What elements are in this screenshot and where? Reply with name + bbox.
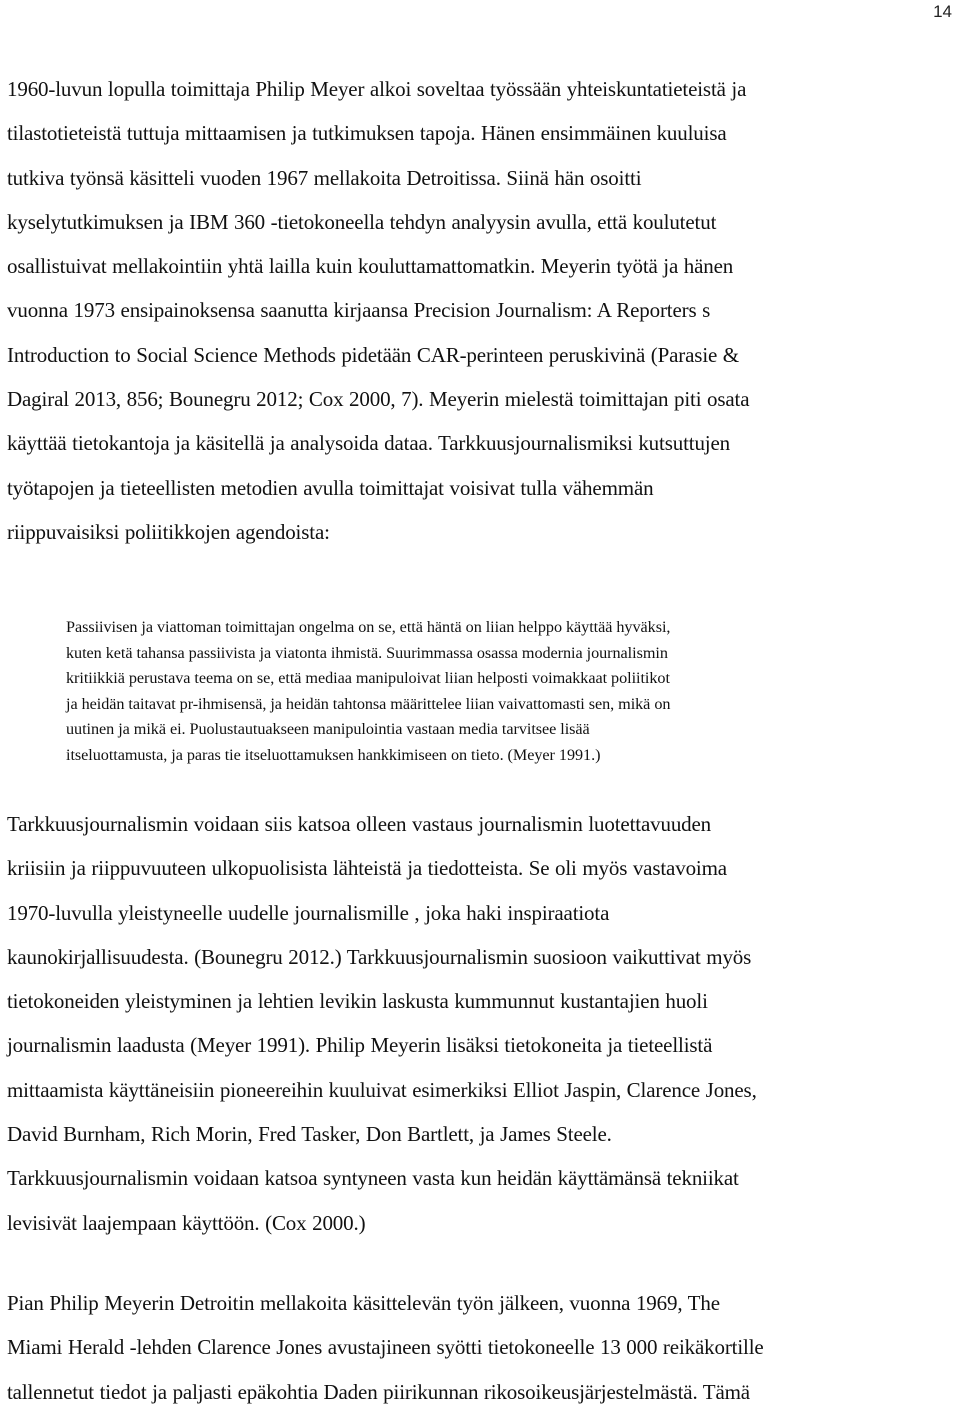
body-paragraph bbox=[7, 802, 953, 1245]
text-line: kyselytutkimuksen ja IBM 360 -tietokoneella tehdyn analyysin avulla, että koulutetut bbox=[7, 209, 717, 234]
quote-line: kritiikkiä perustava teema on se, että mediaa manipuloivat liian helposti voimakkaat poliitikot bbox=[66, 669, 670, 688]
text-line: tilastotieteistä tuttuja mittaamisen ja tutkimuksen tapoja. Hänen ensimmäinen kuuluisa bbox=[7, 121, 727, 146]
text-line: vuonna 1973 ensipainoksensa saanutta kirjaansa Precision Journalism: A Reporters s bbox=[7, 298, 711, 323]
body-paragraph bbox=[7, 1281, 953, 1414]
text-line: kriisiin ja riippuvuuteen ulkopuolisista lähteistä ja tiedotteista. Se oli myös vastavoima bbox=[7, 856, 727, 881]
quote-line: itseluottamusta, ja paras tie itseluottamuksen hankkimiseen on tieto. (Meyer 1991.) bbox=[66, 745, 601, 764]
text-line: Pian Philip Meyerin Detroitin mellakoita käsittelevän työn jälkeen, vuonna 1969, The bbox=[7, 1291, 720, 1315]
quote-line: Passiivisen ja viattoman toimittajan ongelma on se, että häntä on liian helppo käyttää hyväksi, bbox=[66, 618, 671, 636]
block-quote bbox=[66, 615, 896, 769]
text-line: Tarkkuusjournalismin voidaan katsoa syntyneen vasta kun heidän käyttämänsä tekniikat bbox=[7, 1166, 739, 1191]
text-line: Miami Herald -lehden Clarence Jones avustajineen syötti tietokoneelle 13 000 reikäkortille bbox=[7, 1335, 764, 1360]
quote-line: uutinen ja mikä ei. Puolustautuakseen manipulointia vastaan media tarvitsee lisää bbox=[66, 720, 590, 739]
text-line: levisivät laajempaan käyttöön. (Cox 2000.) bbox=[7, 1210, 366, 1235]
page-number: 14 bbox=[933, 2, 952, 21]
text-line: Tarkkuusjournalismin voidaan siis katsoa olleen vastaus journalismin luotettavuuden bbox=[7, 812, 712, 836]
text-line: työtapojen ja tieteellisten metodien avulla toimittajat voisivat tulla vähemmän bbox=[7, 475, 654, 500]
quote-line: ja heidän taitavat pr-ihmisensä, ja heidän tahtonsa määrittelee liian vaivattomasti sen, mikä on bbox=[66, 694, 671, 713]
body-paragraph bbox=[7, 67, 953, 554]
text-line: tutkiva työnsä käsitteli vuoden 1967 mellakoita Detroitissa. Siinä hän osoitti bbox=[7, 165, 642, 190]
text-line: käyttää tietokantoja ja käsitellä ja analysoida dataa. Tarkkuusjournalismiksi kutsuttujen bbox=[7, 431, 731, 456]
text-line: osallistuivat mellakointiin yhtä lailla kuin kouluttamattomatkin. Meyerin työtä ja hänen bbox=[7, 254, 734, 279]
text-line: 1970-luvulla yleistyneelle uudelle journalismille , joka haki inspiraatiota bbox=[7, 900, 610, 925]
text-line: David Burnham, Rich Morin, Fred Tasker, Don Bartlett, ja James Steele. bbox=[7, 1122, 612, 1147]
text-line: journalismin laadusta (Meyer 1991). Philip Meyerin lisäksi tietokoneita ja tieteellistä bbox=[7, 1033, 713, 1058]
text-line: kaunokirjallisuudesta. (Bounegru 2012.) Tarkkuusjournalismin suosioon vaikuttivat myös bbox=[7, 944, 752, 969]
text-line: tallennetut tiedot ja paljasti epäkohtia Daden piirikunnan rikosoikeusjärjestelmästä. Tämä bbox=[7, 1379, 750, 1404]
text-line: Dagiral 2013, 856; Bounegru 2012; Cox 2000, 7). Meyerin mielestä toimittajan piti osata bbox=[7, 387, 750, 412]
text-line: riippuvaisiksi poliitikkojen agendoista: bbox=[7, 519, 330, 544]
text-line: Introduction to Social Science Methods pidetään CAR-perinteen peruskivinä (Parasie & bbox=[7, 342, 739, 367]
text-line: mittaamista käyttäneisiin pioneereihin kuuluivat esimerkiksi Elliot Jaspin, Clarence Jones, bbox=[7, 1077, 757, 1102]
quote-line: kuten ketä tahansa passiivista ja viatonta ihmistä. Suurimmassa osassa modernia journalismin bbox=[66, 643, 668, 662]
text-line: 1960-luvun lopulla toimittaja Philip Meyer alkoi soveltaa työssään yhteiskuntatieteistä ja bbox=[7, 77, 747, 101]
text-line: tietokoneiden yleistyminen ja lehtien levikin laskusta kummunnut kustantajien huoli bbox=[7, 989, 708, 1014]
